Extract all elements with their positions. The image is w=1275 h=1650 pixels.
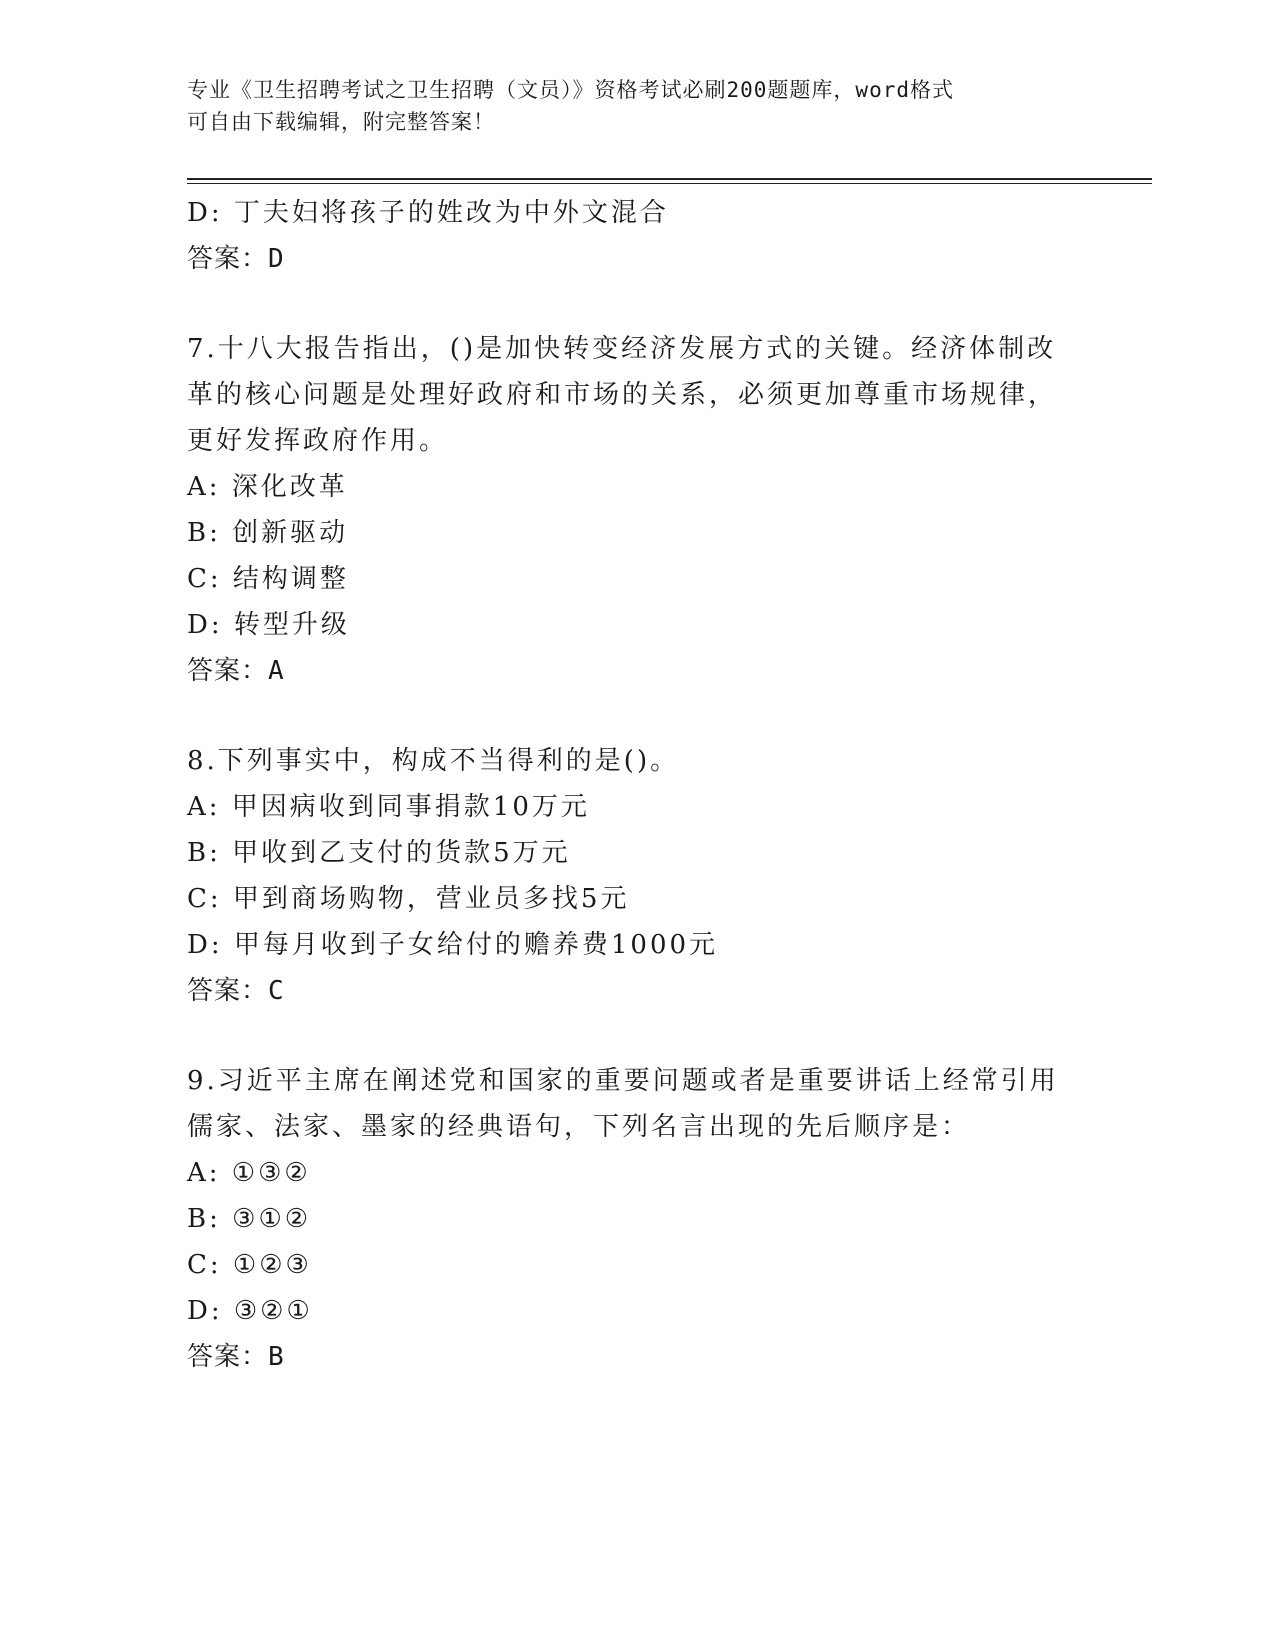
option-b: B: 创新驱动 [187, 518, 349, 548]
option-d: D: 丁夫妇将孩子的姓改为中外文混合 [187, 198, 669, 228]
option-c: C: 甲到商场购物，营业员多找5元 [187, 884, 630, 914]
option-a: A: ①③② [187, 1158, 311, 1188]
option-b: B: 甲收到乙支付的货款5万元 [187, 838, 571, 868]
option-a: A: 深化改革 [187, 472, 348, 502]
option-d: D: ③②① [187, 1296, 313, 1326]
answer-line: 答案：B [187, 1342, 285, 1372]
header-line-2: 可自由下载编辑，附完整答案！ [187, 110, 495, 134]
option-d: D: 转型升级 [187, 610, 350, 640]
question-7 [187, 326, 1067, 694]
document-header [187, 74, 1067, 138]
option-c: C: 结构调整 [187, 564, 349, 594]
header-divider-thin [187, 183, 1152, 184]
question-9 [187, 1058, 1067, 1380]
question-continued [187, 190, 1067, 282]
question-stem-line: 革的核心问题是处理好政府和市场的关系，必须更加尊重市场规律， [187, 380, 1058, 410]
header-line-1: 专业《卫生招聘考试之卫生招聘（文员）》资格考试必刷200题题库，word格式 [187, 78, 954, 102]
question-stem-line: 更好发挥政府作用。 [187, 426, 449, 456]
spacer [187, 694, 1067, 738]
question-8 [187, 738, 1067, 1014]
option-a: A: 甲因病收到同事捐款10万元 [187, 792, 590, 822]
question-stem-line: 7.十八大报告指出，()是加快转变经济发展方式的关键。经济体制改 [187, 334, 1057, 364]
question-stem-line: 儒家、法家、墨家的经典语句，下列名言出现的先后顺序是： [187, 1112, 971, 1142]
option-c: C: ①②③ [187, 1250, 312, 1280]
spacer [187, 1014, 1067, 1058]
answer-line: 答案：A [187, 656, 285, 686]
question-stem-line: 8.下列事实中，构成不当得利的是()。 [187, 746, 680, 776]
option-b: B: ③①② [187, 1204, 312, 1234]
document-body [187, 190, 1067, 1380]
answer-line: 答案：C [187, 976, 285, 1006]
option-d: D: 甲每月收到子女给付的赡养费1000元 [187, 930, 719, 960]
header-divider-thick [187, 178, 1152, 180]
answer-line: 答案：D [187, 244, 285, 274]
spacer [187, 282, 1067, 326]
question-stem-line: 9.习近平主席在阐述党和国家的重要问题或者是重要讲话上经常引用 [187, 1066, 1059, 1096]
